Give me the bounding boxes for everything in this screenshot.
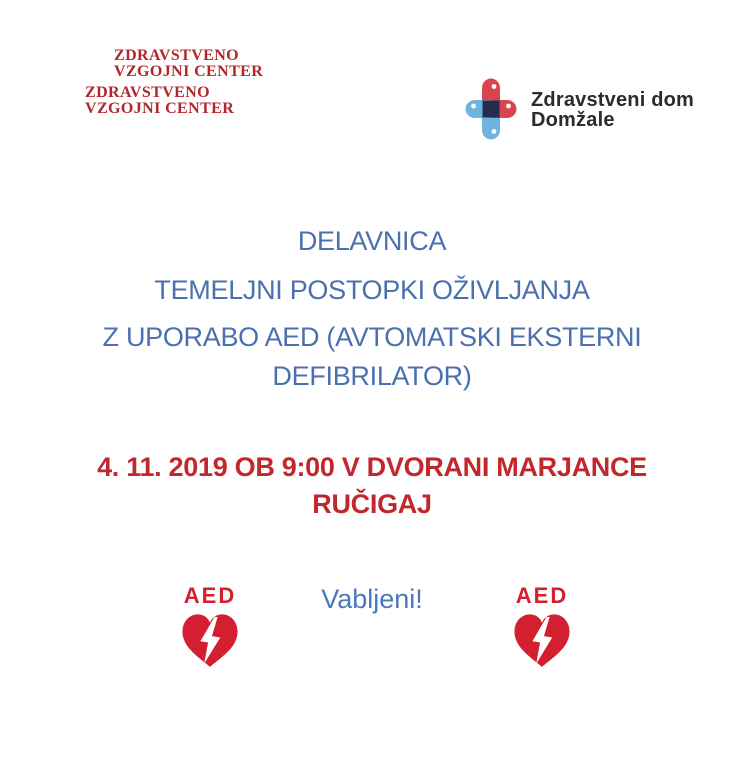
- cross-dot: [492, 84, 497, 89]
- logo-org-line1: Zdravstveni dom: [531, 89, 695, 111]
- aed-heart-icon: [504, 585, 580, 676]
- org-name-instance-1: [114, 48, 263, 80]
- zdravstveni-dom-logo: [465, 78, 694, 140]
- org-name-line: VZGOJNI CENTER: [85, 100, 235, 117]
- org-name-line: ZDRAVSTVENO: [85, 84, 211, 101]
- org-name-block: [85, 48, 263, 117]
- aed-heart-icon: [172, 585, 248, 676]
- workshop-subtitle: TEMELJNI POSTOPKI OŽIVLJANJA: [154, 275, 590, 305]
- aed-label: AED: [515, 583, 569, 608]
- heart-lightning-icon: [510, 609, 574, 671]
- cross-dot: [506, 104, 511, 109]
- workshop-subtitle-2: Z UPORABO AED (AVTOMATSKI EKSTERNI: [102, 322, 642, 352]
- cross-center: [483, 101, 500, 118]
- org-name-line: VZGOJNI CENTER: [114, 63, 264, 80]
- workshop-title: DELAVNICA: [297, 226, 447, 256]
- invitation-text: Vabljeni!: [321, 584, 423, 614]
- aed-label: AED: [183, 583, 237, 608]
- logo-org-name: [531, 90, 694, 130]
- event-datetime-location: 4. 11. 2019 OB 9:00 V DVORANI MARJANCE: [97, 452, 647, 482]
- medical-cross-icon: [465, 78, 517, 140]
- workshop-subtitle-3: DEFIBRILATOR): [272, 361, 472, 391]
- org-name-line: ZDRAVSTVENO: [114, 47, 240, 64]
- logo-org-line2: Domžale: [531, 109, 615, 131]
- org-name-instance-2: [85, 85, 263, 117]
- event-location-cont: RUČIGAJ: [312, 489, 432, 519]
- cross-dot: [492, 129, 497, 134]
- cross-dot: [471, 104, 476, 109]
- heart-lightning-icon: [178, 609, 242, 671]
